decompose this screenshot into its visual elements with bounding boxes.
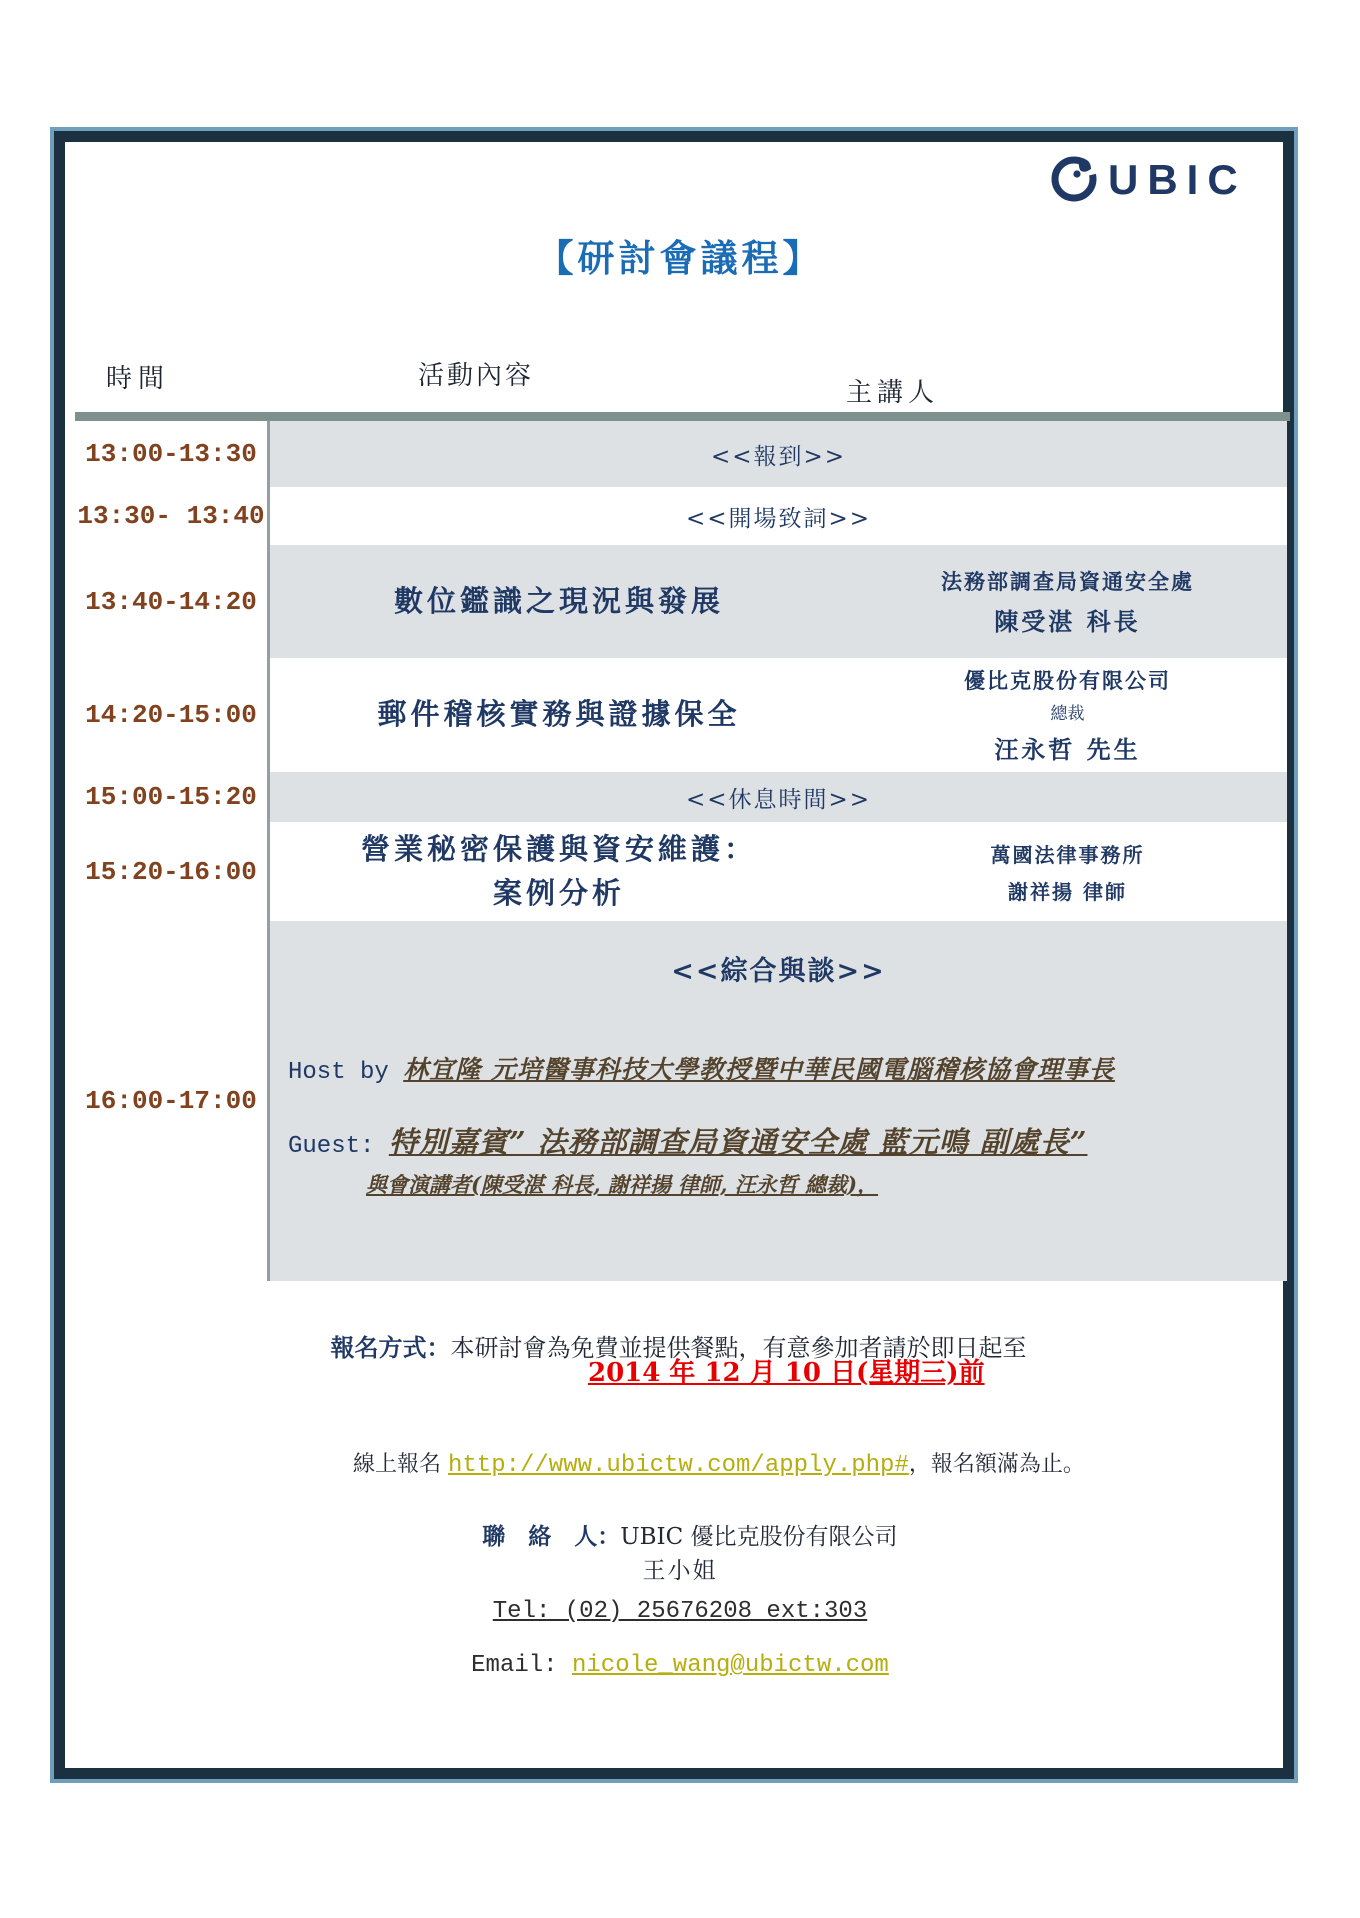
time-cell: 15:00-15:20	[75, 772, 270, 822]
speaker-title: 總裁	[1050, 704, 1085, 724]
panel-guest-line	[288, 1120, 1269, 1161]
host-name: 林宜隆 元培醫事科技大學教授暨中華民國電腦稽核協會理事長	[403, 1055, 1115, 1084]
activity-cell	[270, 658, 1287, 772]
registration-label: 報名方式：	[330, 1333, 451, 1362]
speaker-info	[848, 839, 1287, 905]
speaker-org: 萬國法律事務所	[990, 842, 1145, 867]
guest-prefix: Guest:	[288, 1133, 389, 1160]
table-row-digital-forensics	[75, 545, 1290, 658]
activity-text: <<休息時間>>	[685, 786, 872, 813]
registration-text: 本研討會為免費並提供餐點，有意參加者請於即日起至	[450, 1334, 1027, 1362]
guest-name: 特別嘉賓” 法務部調查局資通安全處 藍元鳴 副處長”	[388, 1125, 1088, 1159]
table-row-break	[75, 772, 1290, 822]
session-title-line1: 營業秘密保護與資安維護：	[360, 832, 757, 866]
column-header-speaker: 主講人	[846, 378, 940, 408]
online-suffix: ，報名額滿為止。	[908, 1452, 1085, 1477]
time-cell: 16:00-17:00	[75, 921, 270, 1281]
table-row-opening	[75, 487, 1290, 545]
ubic-logo	[1048, 152, 1247, 208]
page-title: 【研討會議程】	[536, 236, 824, 280]
contact-email-line	[0, 1652, 1360, 1679]
speaker-name: 謝祥揚 律師	[1008, 879, 1127, 904]
speaker-name: 汪永哲 先生	[994, 735, 1141, 764]
activity-cell	[270, 487, 1287, 545]
host-prefix: Host by	[288, 1059, 404, 1086]
table-row-email-audit	[75, 658, 1290, 772]
activity-cell	[270, 822, 1287, 921]
contact-email-link[interactable]: nicole_wang@ubictw.com	[571, 1652, 889, 1679]
panel-guest-sub-text: 與會演講者(陳受湛 科長, 謝祥揚 律師, 汪永哲 總裁)，	[366, 1172, 879, 1197]
ubic-logo-text: UBIC	[1108, 156, 1247, 203]
activity-cell	[270, 921, 1287, 1281]
contact-person: 王小姐	[642, 1558, 718, 1584]
registration-deadline: 2014 年 12 月 10 日(星期三)前	[588, 1358, 985, 1388]
activity-text: <<開場致詞>>	[685, 505, 872, 532]
table-row-panel-discussion	[75, 921, 1290, 1281]
time-cell: 13:40-14:20	[75, 545, 270, 658]
time-cell: 15:20-16:00	[75, 822, 270, 921]
speaker-name: 陳受湛 科長	[994, 607, 1141, 636]
email-label: Email:	[471, 1652, 572, 1679]
session-title	[270, 828, 848, 915]
contact-telephone: Tel: (02) 25676208 ext:303	[492, 1598, 868, 1625]
activity-cell	[270, 421, 1287, 487]
agenda-table	[75, 421, 1290, 1281]
time-cell: 14:20-15:00	[75, 658, 270, 772]
activity-cell	[270, 772, 1287, 822]
session-title-line2: 案例分析	[492, 875, 625, 910]
contact-company: UBIC 優比克股份有限公司	[620, 1524, 898, 1550]
table-row-trade-secret	[75, 822, 1290, 921]
ubic-logo-icon	[1048, 152, 1100, 208]
time-cell: 13:00-13:30	[75, 421, 270, 487]
table-header-divider	[75, 412, 1290, 421]
speaker-org: 優比克股份有限公司	[964, 668, 1171, 693]
panel-title: <<綜合與談>>	[671, 956, 886, 987]
online-prefix: 線上報名	[352, 1452, 448, 1477]
speaker-info	[848, 665, 1287, 765]
session-title: 郵件稽核實務與證據保全	[377, 697, 741, 732]
session-title: 數位鑑識之現況與發展	[393, 583, 724, 618]
column-header-time: 時間	[106, 364, 171, 394]
contact-label: 聯 絡 人：	[482, 1523, 621, 1550]
activity-cell	[270, 545, 1287, 658]
activity-text: <<報到>>	[710, 443, 847, 470]
panel-host-line	[288, 1050, 1269, 1086]
registration-url-link[interactable]: http://www.ubictw.com/apply.php#	[447, 1452, 909, 1479]
column-header-activity: 活動內容	[418, 361, 535, 391]
speaker-info	[848, 566, 1287, 637]
time-cell: 13:30- 13:40	[75, 487, 270, 545]
table-row-registration	[75, 421, 1290, 487]
speaker-org: 法務部調查局資通安全處	[941, 569, 1194, 594]
panel-guest-sub	[366, 1169, 1269, 1199]
